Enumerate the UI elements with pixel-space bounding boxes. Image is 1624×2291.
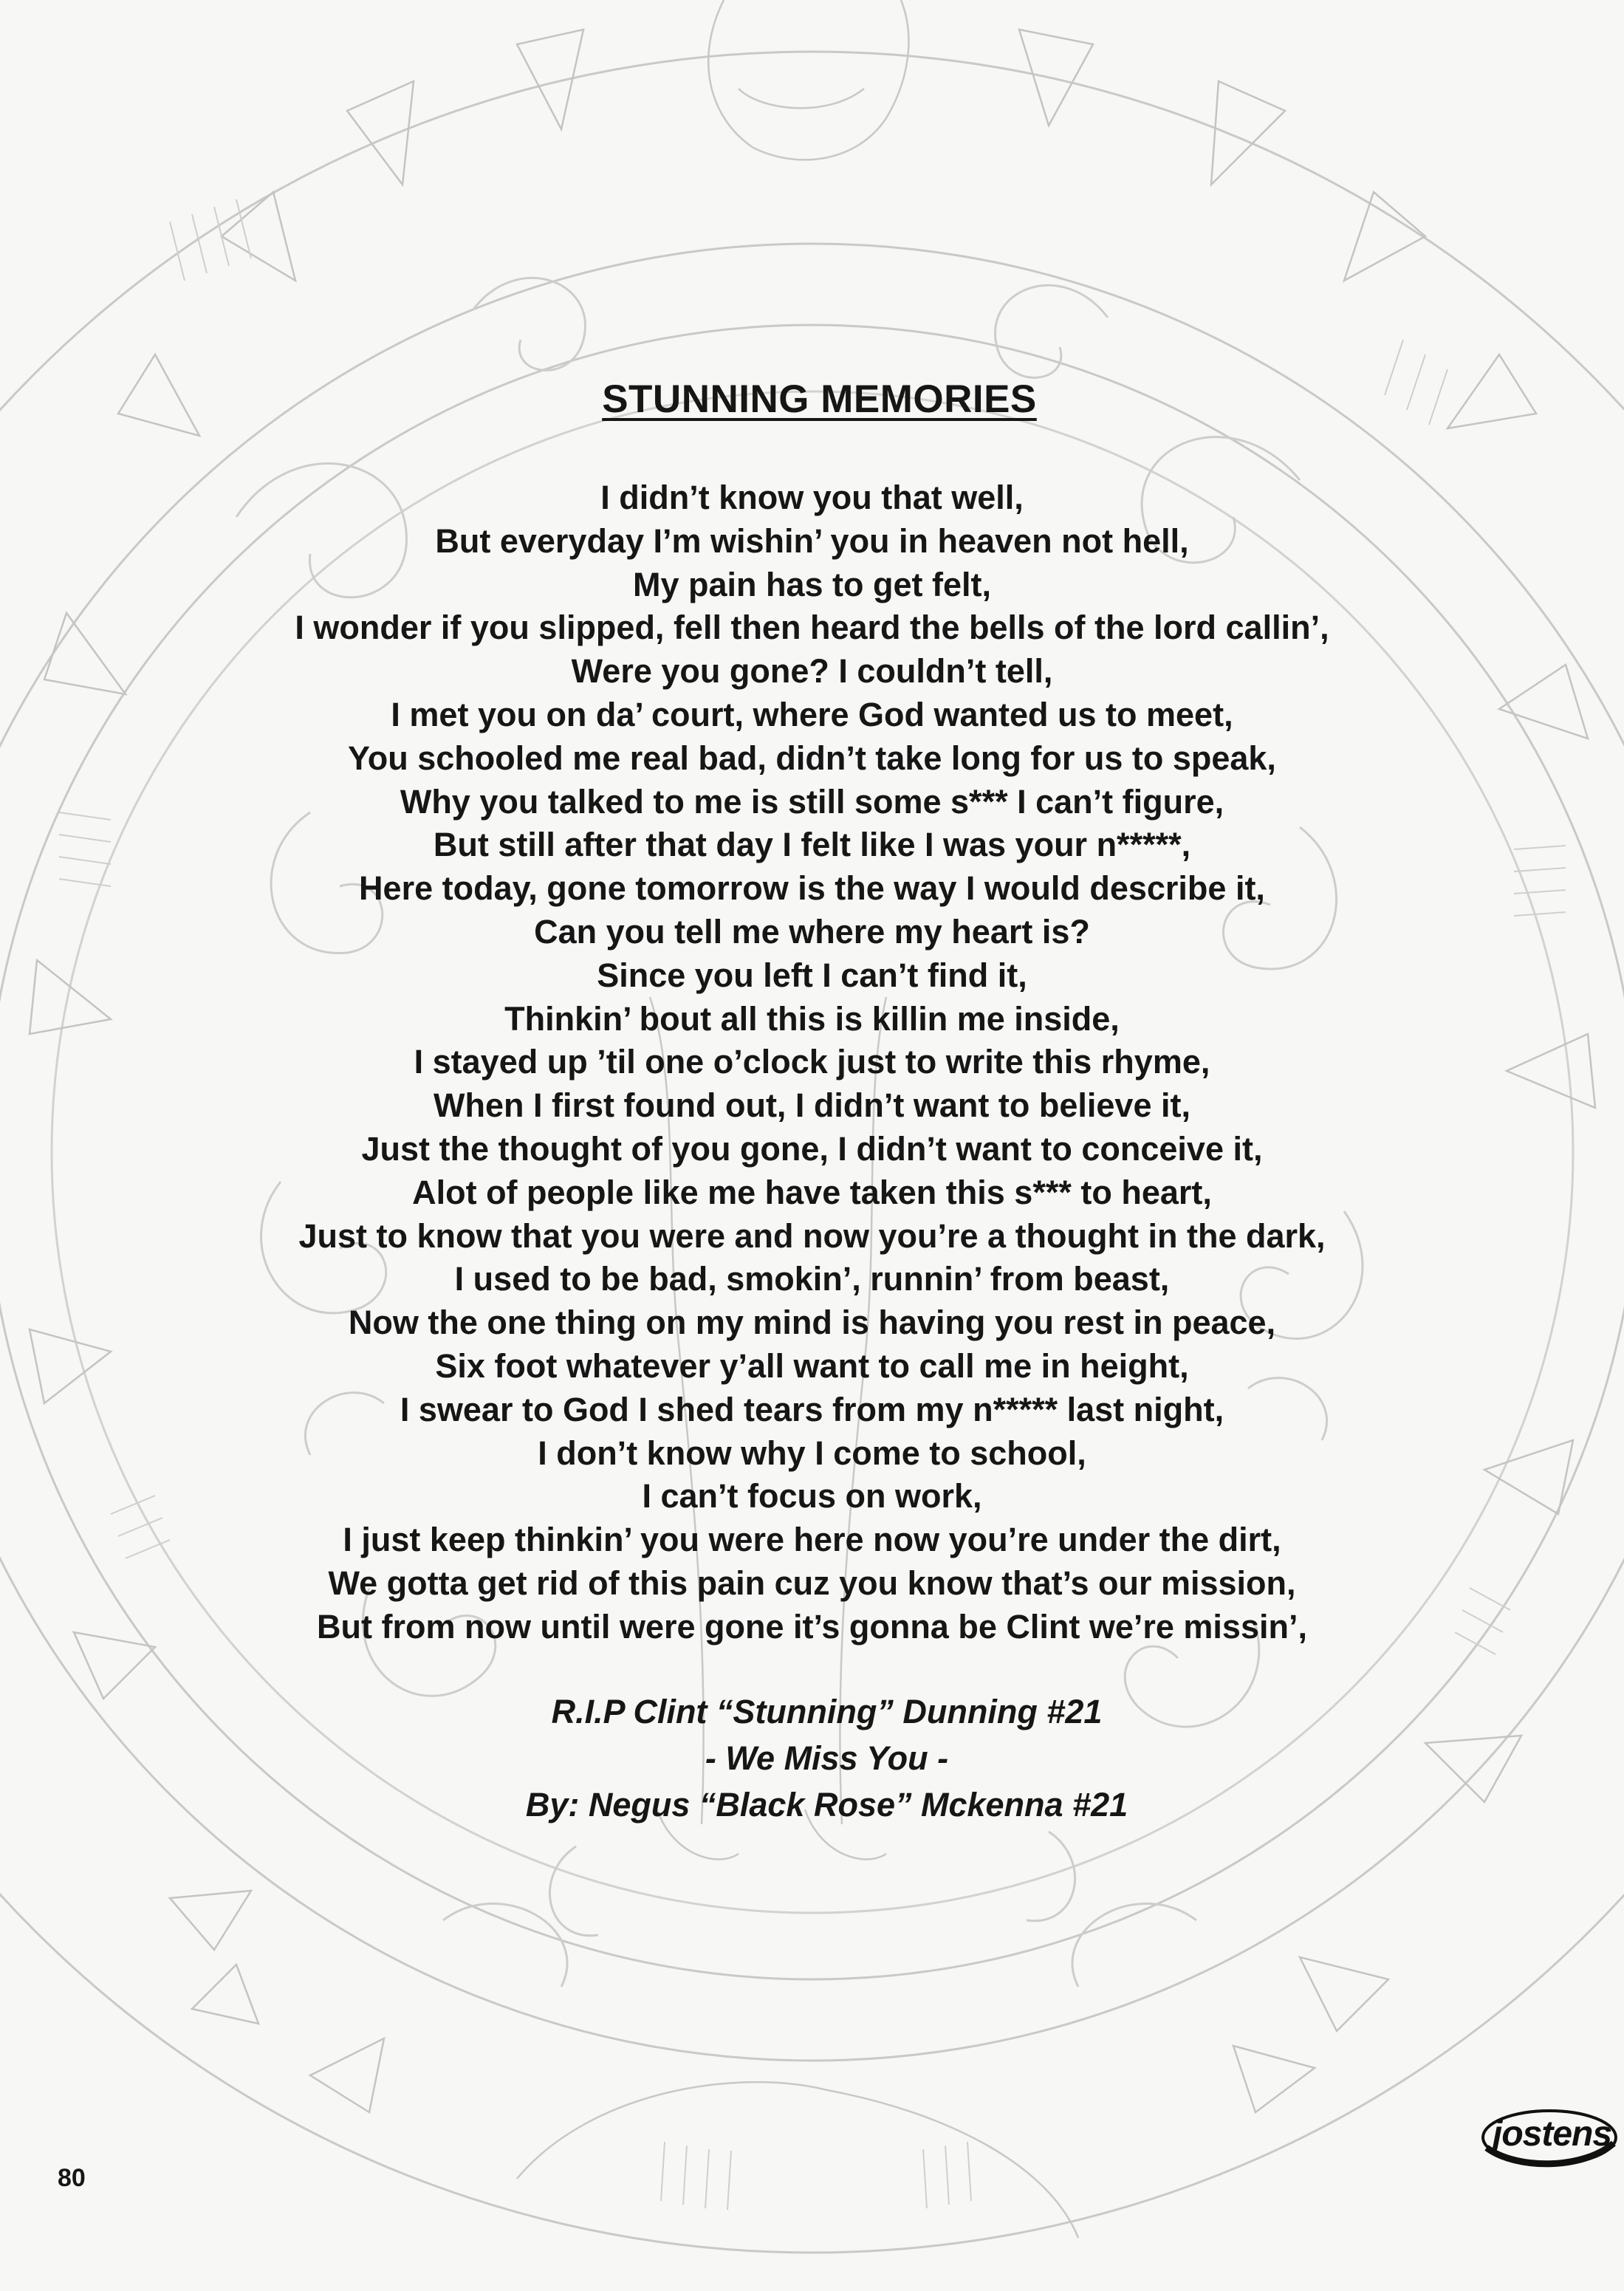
- poem-line: I stayed up ’til one o’clock just to write this rhyme,: [414, 1043, 1210, 1081]
- poem-line: I met you on da’ court, where God wanted us to meet,: [391, 695, 1233, 733]
- poem-line: I didn’t know you that well,: [600, 479, 1024, 516]
- poem-line: Thinkin’ bout all this is killin me inside,: [504, 999, 1120, 1038]
- poem-line: But from now until were gone it’s gonna be Clint we’re missin’,: [317, 1607, 1307, 1646]
- poem-title: STUNNING MEMORIES: [602, 377, 1037, 421]
- poem-line: Why you talked to me is still some s*** I can’t figure,: [400, 782, 1224, 821]
- poem-line: But still after that day I felt like I was your n*****,: [433, 826, 1191, 864]
- poem-line: Can you tell me where my heart is?: [534, 912, 1090, 951]
- poem-line: I can’t focus on work,: [642, 1477, 982, 1516]
- we-miss-you-line: - We Miss You -: [705, 1739, 949, 1777]
- poem-line: My pain has to get felt,: [632, 565, 992, 603]
- poem-line: Just to know that you were and now you’re a thought in the dark,: [298, 1216, 1326, 1255]
- poem-line: I wonder if you slipped, fell then heard the bells of the lord callin’,: [295, 609, 1329, 647]
- poem-line: But everyday I’m wishin’ you in heaven not hell,: [435, 521, 1189, 560]
- poem-line: I don’t know why I come to school,: [538, 1434, 1086, 1472]
- poem-line: When I first found out, I didn’t want to believe it,: [434, 1086, 1190, 1125]
- logo-text: jostens: [1493, 2114, 1612, 2154]
- poem-body: [0, 476, 1624, 1649]
- poem-line: I used to be bad, smokin’, runnin’ from beast,: [454, 1260, 1170, 1298]
- poem-line: I swear to God I shed tears from my n***** last night,: [400, 1390, 1224, 1428]
- poem-line: You schooled me real bad, didn’t take long for us to speak,: [348, 739, 1276, 777]
- page-number: 80: [58, 2164, 86, 2192]
- poem-line: I just keep thinkin’ you were here now you’re under the dirt,: [343, 1521, 1281, 1559]
- poem-line: Since you left I can’t find it,: [597, 956, 1027, 994]
- poem-line: We gotta get rid of this pain cuz you know that’s our mission,: [328, 1564, 1296, 1602]
- author-byline: By: Negus “Black Rose” Mckenna #21: [525, 1786, 1128, 1823]
- poem-line: Alot of people like me have taken this s*** to heart,: [412, 1173, 1212, 1211]
- jostens-logo: [1479, 2103, 1620, 2170]
- poem-line: Six foot whatever y’all want to call me in height,: [435, 1346, 1189, 1385]
- rip-line: R.I.P Clint “Stunning” Dunning #21: [551, 1693, 1103, 1730]
- poem-line: Here today, gone tomorrow is the way I would describe it,: [359, 869, 1265, 908]
- poem-line: Were you gone? I couldn’t tell,: [571, 652, 1053, 691]
- dedication: [0, 1688, 1624, 1828]
- poem-line: Now the one thing on my mind is having you rest in peace,: [348, 1304, 1276, 1342]
- poem-line: Just the thought of you gone, I didn’t want to conceive it,: [361, 1129, 1263, 1168]
